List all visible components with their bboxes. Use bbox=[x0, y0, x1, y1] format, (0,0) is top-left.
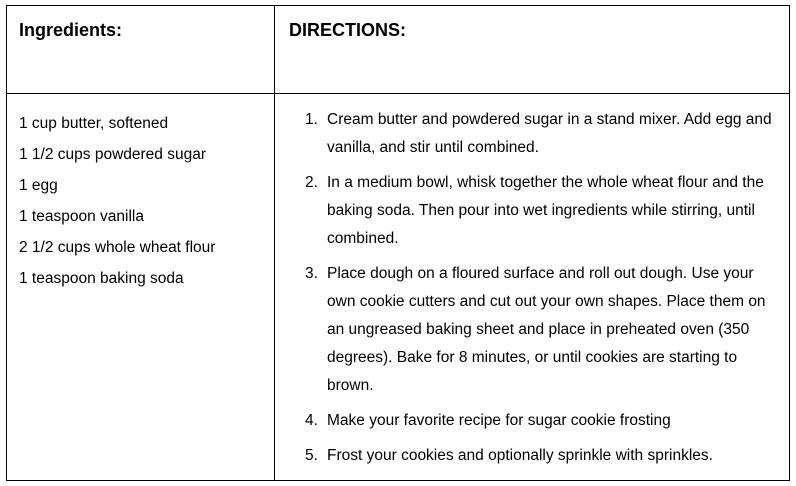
step-number: 5. bbox=[305, 447, 318, 464]
list-item: 1 egg bbox=[19, 177, 58, 194]
step-number: 2. bbox=[305, 174, 318, 191]
list-item: 1 teaspoon vanilla bbox=[19, 208, 144, 225]
ingredients-column bbox=[7, 6, 275, 480]
step-number: 4. bbox=[305, 412, 318, 429]
directions-heading: DIRECTIONS: bbox=[289, 20, 406, 40]
step-number: 3. bbox=[305, 265, 318, 282]
directions-header-cell bbox=[275, 6, 789, 94]
list-item bbox=[289, 442, 773, 470]
recipe-table bbox=[6, 5, 790, 481]
ingredients-heading: Ingredients: bbox=[19, 20, 123, 40]
step-text: In a medium bowl, whisk together the whole wheat flour and the baking soda. Then pour into wet ingredients while stirring, until combined. bbox=[327, 174, 764, 247]
list-item bbox=[289, 260, 773, 400]
directions-list bbox=[289, 106, 773, 470]
list-item: 1 teaspoon baking soda bbox=[19, 270, 184, 287]
list-item bbox=[289, 169, 773, 253]
step-number: 1. bbox=[305, 111, 318, 128]
step-text: Frost your cookies and optionally sprinkle with sprinkles. bbox=[327, 447, 713, 464]
step-text: Make your favorite recipe for sugar cookie frosting bbox=[327, 412, 671, 429]
ingredients-header-cell bbox=[7, 6, 274, 94]
step-text: Place dough on a floured surface and roll out dough. Use your own cookie cutters and cut out your own shapes. Place them on an ungreased baking sheet and place in preheated oven (350 degrees). Bake for 8 minutes, or until cookies are starting to brown. bbox=[327, 265, 766, 394]
list-item bbox=[289, 106, 773, 162]
directions-body-cell bbox=[275, 94, 789, 480]
list-item: 1 1/2 cups powdered sugar bbox=[19, 146, 206, 163]
list-item: 2 1/2 cups whole wheat flour bbox=[19, 239, 216, 256]
directions-column bbox=[275, 6, 789, 480]
step-text: Cream butter and powdered sugar in a stand mixer. Add egg and vanilla, and stir until combined. bbox=[327, 111, 772, 156]
list-item bbox=[289, 407, 773, 435]
list-item: 1 cup butter, softened bbox=[19, 115, 169, 132]
ingredients-body-cell bbox=[7, 94, 274, 480]
